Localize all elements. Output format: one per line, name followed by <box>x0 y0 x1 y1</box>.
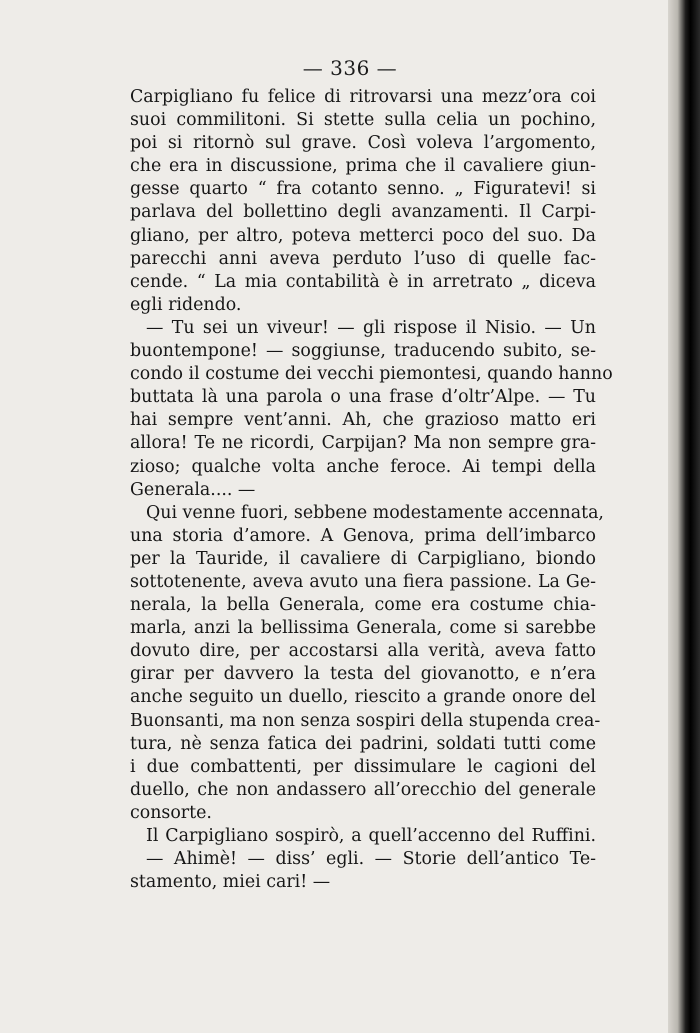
text-line: gliano, per altro, poteva metterci poco del suo. Da <box>130 225 596 246</box>
text-line: Generala.... — <box>130 479 256 500</box>
text-line: egli ridendo. <box>130 294 242 315</box>
body-text <box>130 86 613 894</box>
text-line: una storia d’amore. A Genova, prima dell’imbarco <box>130 525 596 546</box>
text-line: sottotenente, aveva avuto una fiera passione. La Ge- <box>130 571 596 592</box>
text-line: Buonsanti, ma non senza sospiri della stupenda crea- <box>130 710 601 731</box>
book-spine-shadow <box>668 0 700 1033</box>
text-line: anche seguito un duello, riescito a grande onore del <box>130 687 596 708</box>
text-line: per la Tauride, il cavaliere di Carpigliano, biondo <box>130 548 596 569</box>
text-line: nerala, la bella Generala, come era costume chia- <box>130 595 596 616</box>
text-line: hai sempre vent’anni. Ah, che grazioso matto eri <box>130 410 596 431</box>
text-line: suoi commilitoni. Si stette sulla celia un pochino, <box>130 110 596 131</box>
text-line: cende. “ La mia contabilità è in arretrato „ diceva <box>130 271 596 292</box>
text-line: buttata là una parola o una frase d’oltr’Alpe. — Tu <box>130 387 596 408</box>
text-line: zioso; qualche volta anche feroce. Ai tempi della <box>130 456 596 477</box>
text-line: parlava del bollettino degli avanzamenti. Il Carpi- <box>130 202 596 223</box>
text-line: Carpigliano fu felice di ritrovarsi una mezz’ora coi <box>130 87 596 107</box>
text-line: dovuto dire, per accostarsi alla verità, aveva fatto <box>130 641 596 662</box>
text-line: tura, nè senza fatica dei padrini, soldati tutti come <box>130 733 596 754</box>
text-line: — Tu sei un viveur! — gli rispose il Nisio. — Un <box>146 317 596 338</box>
text-line: stamento, miei cari! — <box>130 872 331 893</box>
text-line: consorte. <box>130 802 212 823</box>
text-line: parecchi anni aveva perduto l’uso di quelle fac- <box>130 248 596 269</box>
text-line: — Ahimè! — diss’ egli. — Storie dell’antico Te- <box>146 849 596 870</box>
page-number: — 336 — <box>302 56 398 80</box>
text-line: che era in discussione, prima che il cavaliere giun- <box>130 156 596 177</box>
text-line: condo il costume dei vecchi piemontesi, quando hanno <box>130 364 613 385</box>
text-line: marla, anzi la bellissima Generala, come si sarebbe <box>130 618 596 639</box>
text-line: Qui venne fuori, sebbene modestamente accennata, <box>146 502 604 523</box>
text-line: buontempone! — soggiunse, traducendo subito, se- <box>130 341 596 362</box>
text-line: i due combattenti, per dissimulare le cagioni del <box>130 756 596 777</box>
text-line: gesse quarto “ fra cotanto senno. „ Figuratevi! si <box>130 179 596 200</box>
text-line: poi si ritornò sul grave. Così voleva l’argomento, <box>130 133 596 154</box>
text-line: Il Carpigliano sospirò, a quell’accenno del Ruffini. <box>146 826 596 846</box>
text-line: duello, che non andassero all’orecchio del generale <box>130 779 596 800</box>
text-line: girar per davvero la testa del giovanotto, e n’era <box>130 664 596 685</box>
text-line: allora! Te ne ricordi, Carpijan? Ma non sempre gra- <box>130 433 596 454</box>
